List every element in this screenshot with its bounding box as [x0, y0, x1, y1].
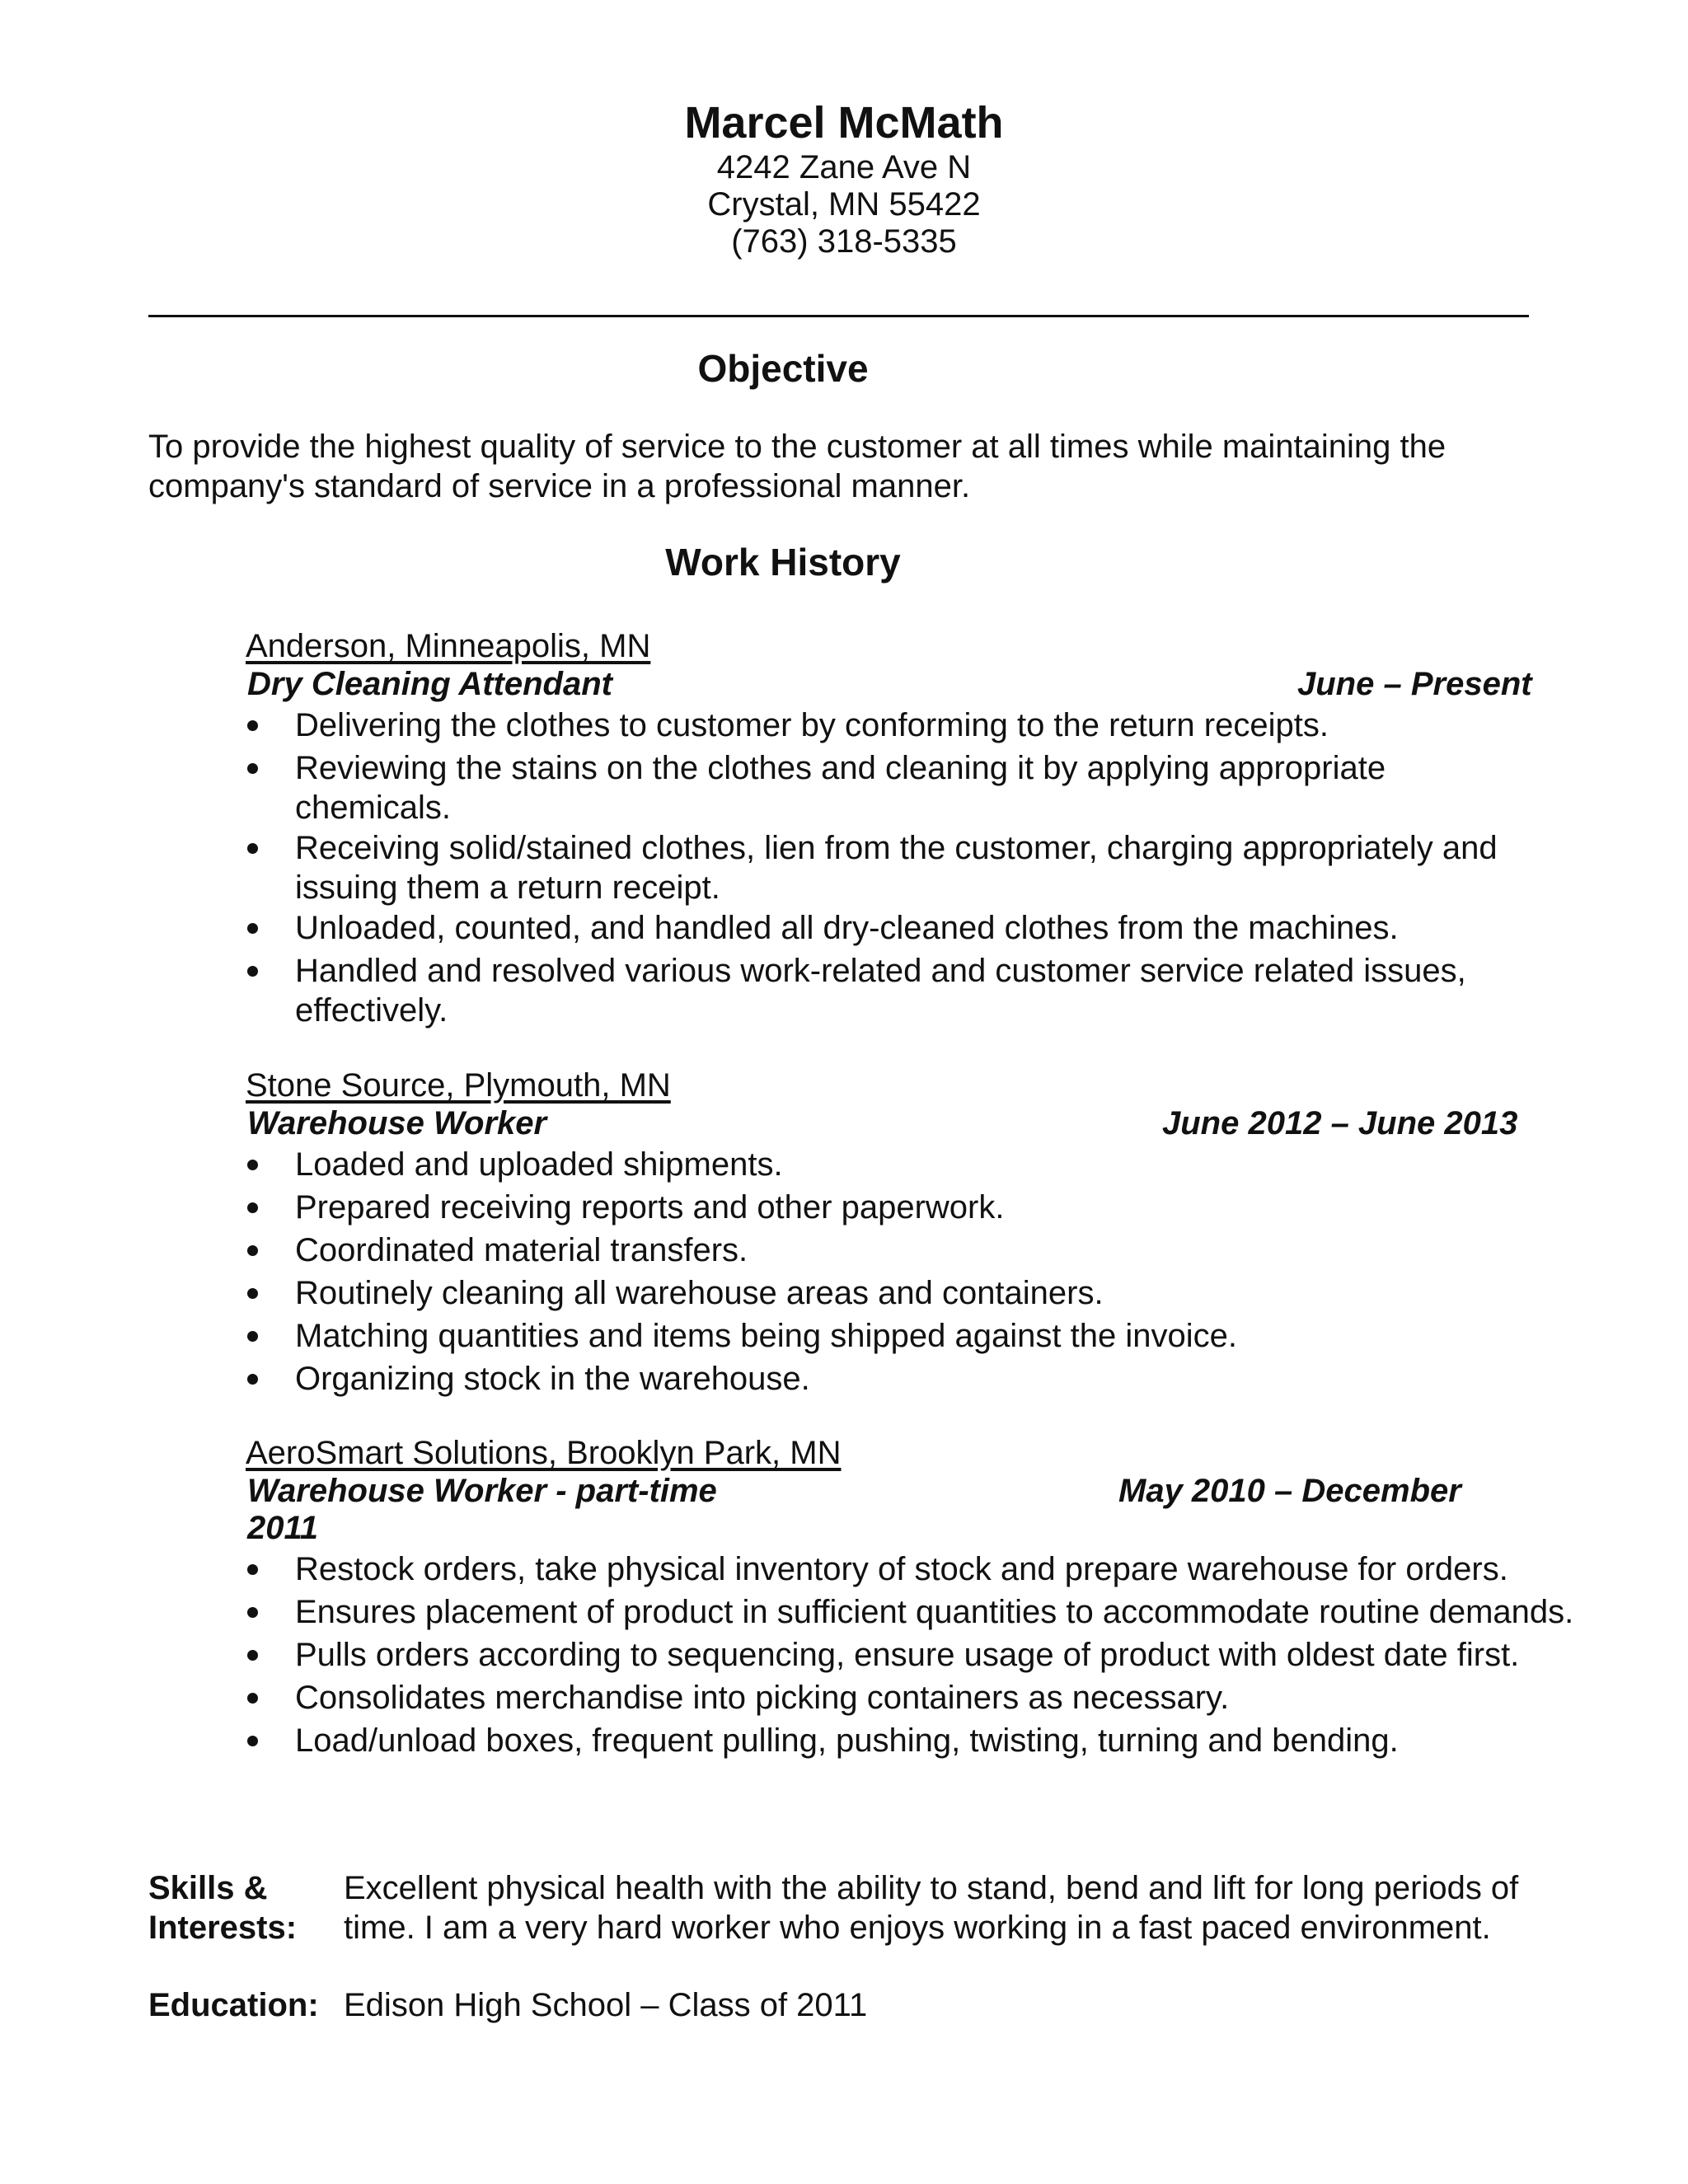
job-dates: June 2012 – June 2013	[1162, 1105, 1518, 1141]
job-title: Dry Cleaning Attendant	[247, 666, 612, 702]
bullet-text: Organizing stock in the warehouse.	[295, 1361, 810, 1397]
company-name: AeroSmart Solutions, Brooklyn Park, MN	[246, 1435, 842, 1471]
resume-name: Marcel McMath	[684, 98, 1004, 148]
bullet-text: Unloaded, counted, and handled all dry-cleaned clothes from the machines.	[295, 910, 1399, 946]
address-line-2: Crystal, MN 55422	[707, 186, 981, 223]
company-name: Anderson, Minneapolis, MN	[246, 628, 651, 664]
bullet-text: Coordinated material transfers.	[295, 1232, 748, 1268]
bullet-text: Restock orders, take physical inventory of stock and prepare warehouse for orders.	[295, 1551, 1508, 1587]
bullet-text-continued: issuing them a return receipt.	[295, 869, 720, 906]
objective-text-line-1: To provide the highest quality of service to the customer at all times while maintaining the	[148, 429, 1447, 465]
bullet-text: Consolidates merchandise into picking containers as necessary.	[295, 1680, 1230, 1716]
job-title: Warehouse Worker - part-time	[247, 1473, 717, 1509]
bullet-text-continued: effectively.	[295, 992, 448, 1029]
bullet-text: Matching quantities and items being shipped against the invoice.	[295, 1318, 1237, 1354]
education-label: Education:	[148, 1987, 319, 2023]
company-name: Stone Source, Plymouth, MN	[246, 1067, 671, 1104]
job-dates: June – Present	[1297, 666, 1532, 702]
phone-number: (763) 318-5335	[731, 223, 957, 260]
bullet-text: Routinely cleaning all warehouse areas and containers.	[295, 1275, 1104, 1311]
work-history-heading: Work History	[665, 541, 901, 583]
bullet-text: Reviewing the stains on the clothes and cleaning it by applying appropriate	[295, 750, 1386, 786]
skills-label-line-1: Skills &	[148, 1870, 268, 1906]
address-line-1: 4242 Zane Ave N	[716, 149, 972, 185]
bullet-text: Handled and resolved various work-related and customer service related issues,	[295, 953, 1466, 989]
header-divider	[148, 315, 1529, 317]
bullet-text: Prepared receiving reports and other paperwork.	[295, 1189, 1005, 1226]
bullet-text: Loaded and uploaded shipments.	[295, 1146, 783, 1183]
skills-text-line-1: Excellent physical health with the ability to stand, bend and lift for long periods of	[344, 1870, 1519, 1906]
job-title: Warehouse Worker	[247, 1105, 547, 1141]
objective-heading: Objective	[697, 347, 869, 390]
bullet-text: Delivering the clothes to customer by conforming to the return receipts.	[295, 707, 1329, 743]
objective-text-line-2: company's standard of service in a professional manner.	[148, 468, 971, 504]
skills-text-line-2: time. I am a very hard worker who enjoys working in a fast paced environment.	[344, 1910, 1491, 1946]
bullet-text: Ensures placement of product in sufficient quantities to accommodate routine demands.	[295, 1594, 1574, 1630]
job-dates-continued: 2011	[247, 1510, 319, 1546]
bullet-text-continued: chemicals.	[295, 790, 451, 826]
job-dates: May 2010 – December	[1118, 1473, 1461, 1509]
bullet-text: Receiving solid/stained clothes, lien from the customer, charging appropriately and	[295, 830, 1498, 866]
skills-label-line-2: Interests:	[148, 1910, 298, 1946]
bullet-text: Pulls orders according to sequencing, ensure usage of product with oldest date first.	[295, 1637, 1520, 1673]
bullet-text: Load/unload boxes, frequent pulling, pushing, twisting, turning and bending.	[295, 1722, 1399, 1759]
education-text: Edison High School – Class of 2011	[344, 1987, 868, 2023]
